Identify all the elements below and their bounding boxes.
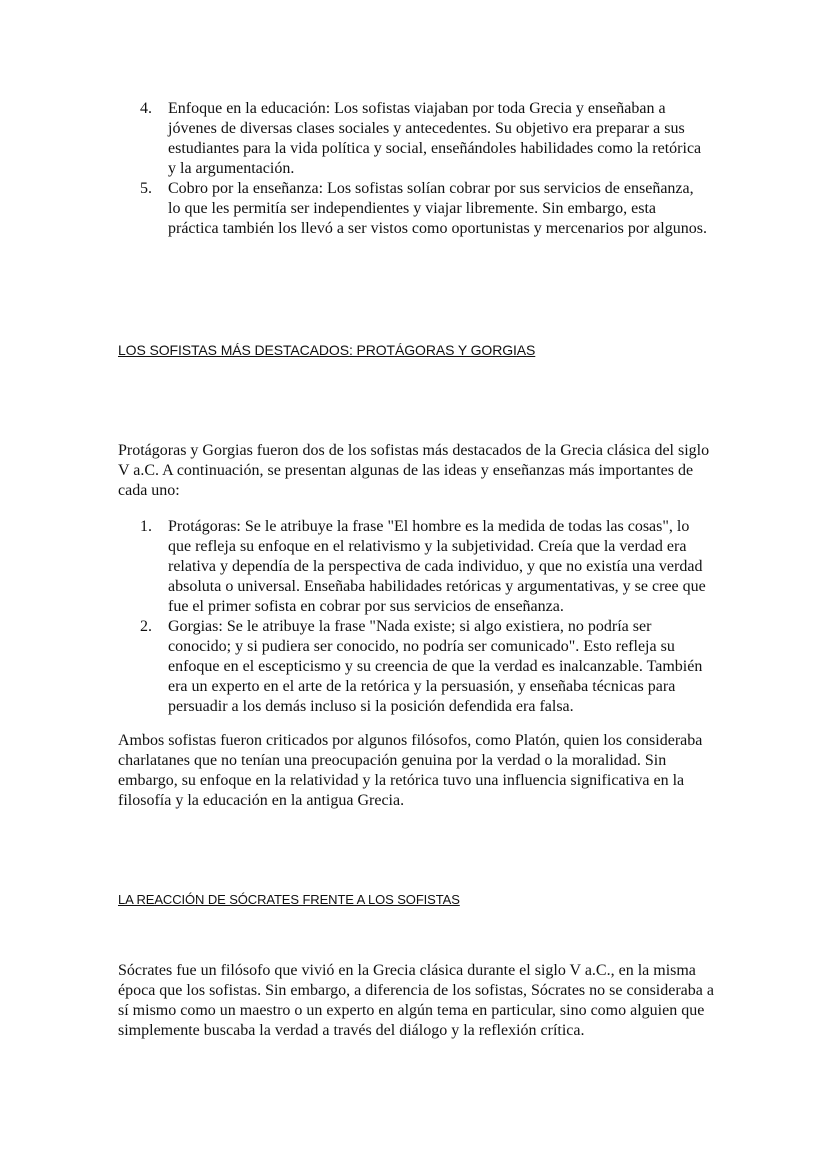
list-item-number: 4. [140, 100, 152, 117]
list-item-text: Cobro por la enseñanza: Los sofistas solían cobrar por sus servicios de enseñanza, lo que les permitía ser independientes y viajar libremente. Sin embargo, esta práctica también los llevó a ser vistos como oportunistas y mercenarios por algunos. [168, 180, 707, 237]
section-heading-socrates: LA REACCIÓN DE SÓCRATES FRENTE A LOS SOFISTAS [118, 892, 460, 907]
list-item-number: 5. [140, 180, 152, 197]
list-item [118, 617, 710, 717]
socrates-paragraph: Sócrates fue un filósofo que vivió en la Grecia clásica durante el siglo V a.C., en la misma época que los sofistas. Sin embargo, a diferencia de los sofistas, Sócrates no se consideraba a sí mismo como un maestro o un experto en algún tema en particular, sino como alguien que simplemente buscaba la verdad a través del diálogo y la reflexión crítica. [118, 962, 714, 1039]
list-item-text: Enfoque en la educación: Los sofistas viajaban por toda Grecia y enseñaban a jóvenes de diversas clases sociales y antecedentes. Su objetivo era preparar a sus estudiantes para la vida política y social, enseñándoles habilidades como la retórica y la argumentación. [168, 100, 702, 177]
section-heading-sofistas-destacados: LOS SOFISTAS MÁS DESTACADOS: PROTÁGORAS Y GORGIAS [118, 342, 536, 358]
closing-paragraph: Ambos sofistas fueron criticados por algunos filósofos, como Platón, quien los consideraba charlatanes que no tenían una preocupación genuina por la verdad o la moralidad. Sin embargo, su enfoque en la relatividad y la retórica tuvo una influencia significativa en la filosofía y la educación en la antigua Grecia. [118, 732, 703, 809]
list-item [118, 179, 710, 239]
list-item [118, 99, 710, 179]
intro-paragraph: Protágoras y Gorgias fueron dos de los sofistas más destacados de la Grecia clásica del siglo V a.C. A continuación, se presentan algunas de las ideas y enseñanzas más importantes de cada uno: [118, 442, 710, 499]
list-item-number: 2. [140, 618, 152, 635]
numbered-list-continued [118, 99, 710, 239]
list-item-number: 1. [140, 518, 152, 535]
list-item [118, 517, 710, 617]
numbered-list-sofistas [118, 517, 710, 717]
list-item-text: Protágoras: Se le atribuye la frase "El hombre es la medida de todas las cosas", lo que refleja su enfoque en el relativismo y la subjetividad. Creía que la verdad era relativa y dependía de la perspectiva de cada individuo, y que no existía una verdad absoluta o universal. Enseñaba habilidades retóricas y argumentativas, y se cree que fue el primer sofista en cobrar por sus servicios de enseñanza. [168, 518, 706, 615]
list-item-text: Gorgias: Se le atribuye la frase "Nada existe; si algo existiera, no podría ser conocido; y si pudiera ser conocido, no podría ser comunicado". Esto refleja su enfoque en el escepticismo y su creencia de que la verdad es inalcanzable. También era un experto en el arte de la retórica y la persuasión, y enseñaba técnicas para persuadir a los demás incluso si la posición defendida era falsa. [168, 618, 703, 715]
